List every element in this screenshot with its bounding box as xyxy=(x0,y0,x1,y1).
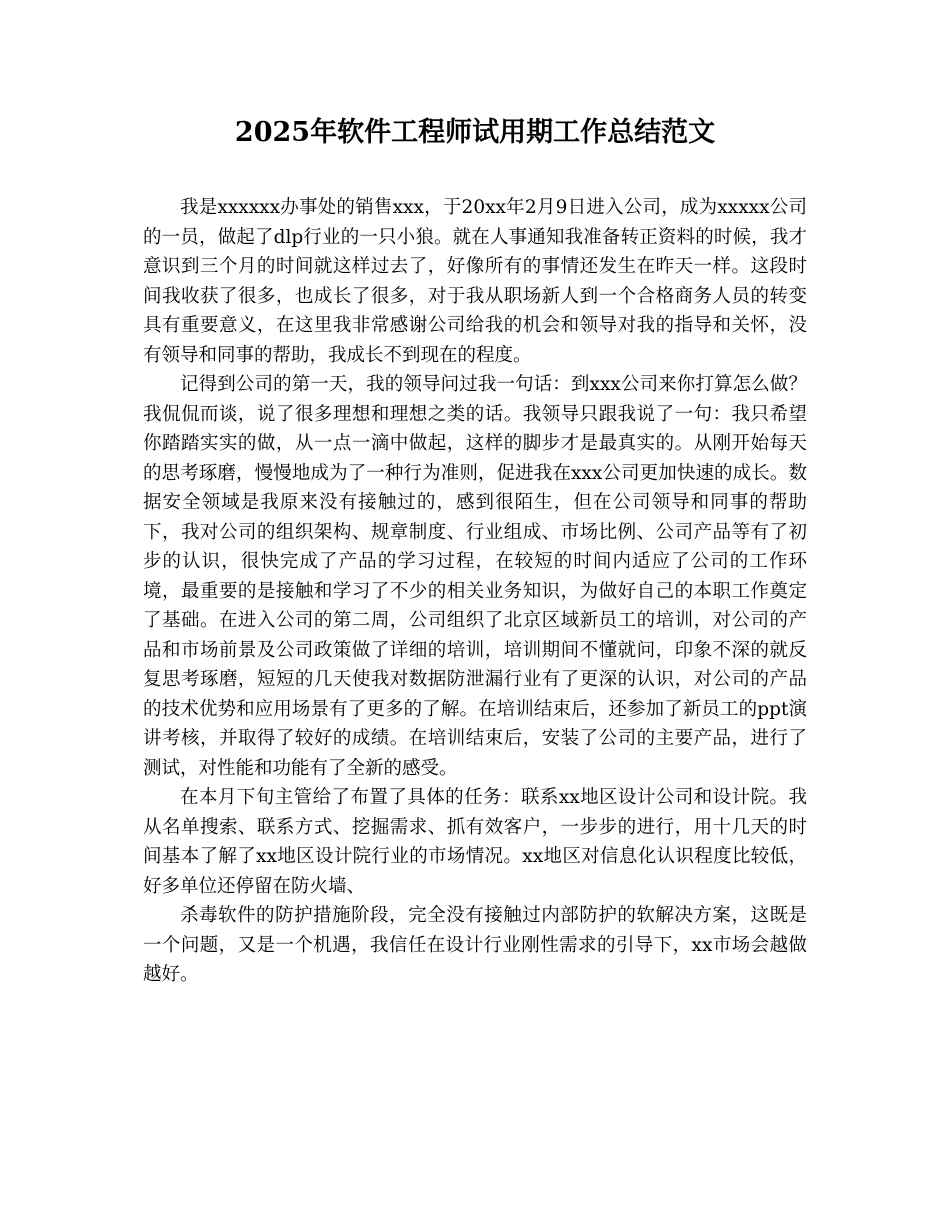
paragraph-3: 在本月下旬主管给了布置了具体的任务：联系xx地区设计公司和设计院。我从名单搜索、联系方式、挖掘需求、抓有效客户，一步步的进行，用十几天的时间基本了解了xx地区设计院行业的市场情况。xx地区对信息化认识程度比较低，好多单位还停留在防火墙、 xyxy=(143,787,807,897)
document-body xyxy=(143,193,807,990)
paragraph-4: 杀毒软件的防护措施阶段，完全没有接触过内部防护的软解决方案，这既是一个问题，又是一个机遇，我信任在设计行业刚性需求的引导下，xx市场会越做越好。 xyxy=(143,905,807,985)
paragraph-2: 记得到公司的第一天，我的领导问过我一句话：到xxx公司来你打算怎么做？我侃侃而谈，说了很多理想和理想之类的话。我领导只跟我说了一句：我只希望你踏踏实实的做，从一点一滴中做起，这样的脚步才是最真实的。从刚开始每天的思考琢磨，慢慢地成为了一种行为准则，促进我在xxx公司更加快速的成长。数据安全领域是我原来没有接触过的，感到很陌生，但在公司领导和同事的帮助下，我对公司的组织架构、规章制度、行业组成、市场比例、公司产品等有了初步的认识，很快完成了产品的学习过程，在较短的时间内适应了公司的工作环境，最重要的是接触和学习了不少的相关业务知识，为做好自己的本职工作奠定了基础。在进入公司的第二周，公司组织了北京区域新员工的培训，对公司的产品和市场前景及公司政策做了详细的培训，培训期间不懂就问，印象不深的就反复思考琢磨，短短的几天使我对数据防泄漏行业有了更深的认识，对公司的产品的技术优势和应用场景有了更多的了解。在培训结束后，还参加了新员工的ppt演讲考核，并取得了较好的成绩。在培训结束后，安装了公司的主要产品，进行了测试，对性能和功能有了全新的感受。 xyxy=(143,374,807,779)
document-title: 2025年软件工程师试用期工作总结范文 xyxy=(234,117,716,148)
paragraph-1: 我是xxxxxx办事处的销售xxx，于20xx年2月9日进入公司，成为xxxxx公司的一员，做起了dlp行业的一只小狼。就在人事通知我准备转正资料的时候，我才意识到三个月的时间就这样过去了，好像所有的事情还发生在昨天一样。这段时间我收获了很多，也成长了很多，对于我从职场新人到一个合格商务人员的转变具有重要意义，在这里我非常感谢公司给我的机会和领导对我的指导和关怀，没有领导和同事的帮助，我成长不到现在的程度。 xyxy=(143,197,807,366)
